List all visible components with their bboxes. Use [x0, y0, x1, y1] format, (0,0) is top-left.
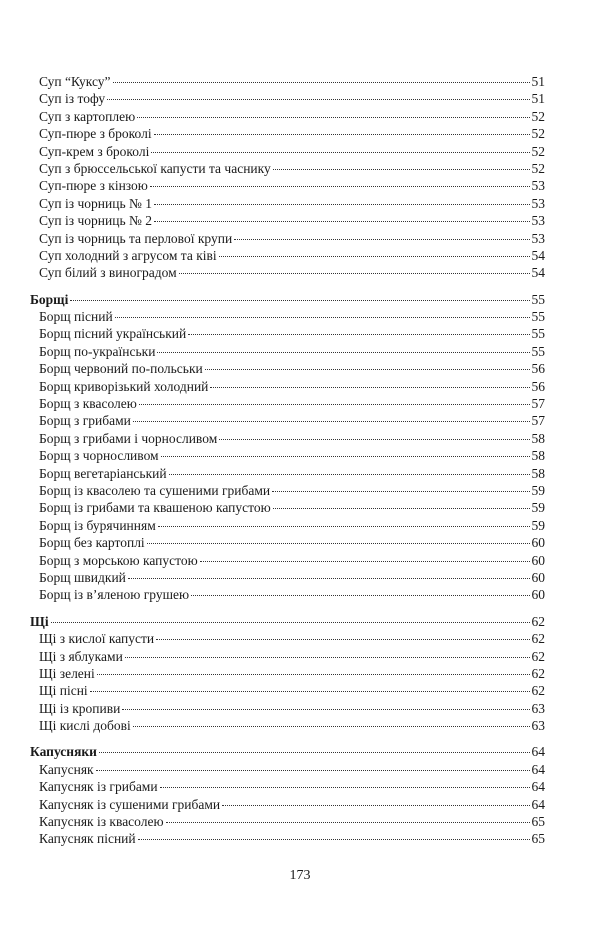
toc-entry-page-number: 53 [531, 230, 545, 246]
toc-entry [39, 308, 545, 325]
toc-entry-page-number: 51 [531, 74, 545, 89]
toc-entry [39, 264, 545, 281]
toc-entry-page-number: 58 [531, 430, 545, 446]
dot-leader [138, 839, 530, 840]
dot-leader [273, 169, 530, 170]
toc-entry-title: Суп з брюссельської капусти та часнику [39, 160, 271, 176]
toc-entry [39, 195, 545, 212]
dot-leader [115, 317, 530, 318]
dot-leader [222, 805, 529, 806]
dot-leader [210, 387, 529, 388]
toc-entry-title: Борщ із бурячинням [39, 517, 156, 533]
toc-entry-title: Суп-пюре з кінзою [39, 178, 148, 194]
toc-entry-title: Борщ з чорносливом [39, 448, 159, 464]
dot-leader [99, 752, 530, 753]
dot-leader [96, 770, 530, 771]
dot-leader [154, 204, 530, 205]
dot-leader [154, 134, 530, 135]
toc-entry-page-number: 59 [531, 517, 545, 533]
toc-entry [39, 143, 545, 160]
toc-entry-title: Суп-крем з броколі [39, 143, 150, 159]
toc-entry-title: Капусняк пісний [39, 831, 136, 847]
toc-entry-page-number: 54 [531, 265, 545, 281]
toc-entry-page-number: 51 [531, 91, 545, 107]
toc-entry-title: Борщ з грибами і чорносливом [39, 430, 218, 446]
toc-entry [39, 177, 545, 194]
section-gap [0, 604, 600, 613]
dot-leader [122, 709, 529, 710]
toc-entry-page-number: 55 [531, 326, 545, 342]
toc-entry-title: Щі кислі добові [39, 718, 131, 734]
toc-entry-title: Суп із чорниць та перлової крупи [39, 230, 233, 246]
toc-entry-title: Суп-пюре з броколі [39, 126, 152, 142]
toc-entry-page-number: 65 [531, 814, 545, 830]
toc-entry-page-number: 55 [531, 343, 545, 359]
toc-entry [39, 796, 545, 813]
toc-entry [39, 586, 545, 603]
dot-leader [219, 256, 530, 257]
toc-entry-page-number: 57 [531, 396, 545, 412]
page-number: 173 [289, 868, 311, 883]
dot-leader [147, 543, 530, 544]
toc-entry [39, 778, 545, 795]
toc-entry-page-number: 52 [531, 160, 545, 176]
toc-entry [39, 160, 545, 177]
toc-entry [39, 343, 545, 360]
dot-leader [158, 526, 530, 527]
section-heading [30, 743, 545, 760]
toc-entry [39, 378, 545, 395]
toc-entry-page-number: 60 [531, 552, 545, 568]
toc-entry-page-number: 62 [531, 631, 545, 647]
toc-entry-page-number: 58 [531, 465, 545, 481]
toc-entry-title: Капусняк із грибами [39, 779, 158, 795]
toc-entry [39, 665, 545, 682]
toc-entry-title: Борщ по-українськи [39, 343, 156, 359]
toc-entry-title: Борщ з морською капустою [39, 552, 198, 568]
dot-leader [161, 456, 530, 457]
toc-entry-page-number: 60 [531, 569, 545, 585]
dot-leader [137, 117, 529, 118]
toc-entry-title: Суп із тофу [39, 91, 106, 107]
toc-entry-title: Суп із чорниць № 2 [39, 213, 152, 229]
dot-leader [179, 273, 530, 274]
dot-leader [128, 578, 530, 579]
toc-entry-page-number: 57 [531, 413, 545, 429]
toc-entry [39, 90, 545, 107]
toc-entry-page-number: 53 [531, 213, 545, 229]
toc-entry-title: Суп з картоплею [39, 108, 136, 124]
dot-leader [125, 657, 530, 658]
dot-leader [154, 221, 530, 222]
toc-entry [39, 761, 545, 778]
dot-leader [139, 404, 530, 405]
section-heading-title: Капусняки [30, 744, 97, 760]
toc-entry-page-number: 63 [531, 718, 545, 734]
toc-entry-title: Щі з яблуками [39, 648, 123, 664]
dot-leader [234, 239, 529, 240]
dot-leader [90, 691, 530, 692]
dot-leader [156, 639, 529, 640]
toc-entry-title: Капусняк із квасолею [39, 814, 164, 830]
toc-entry-title: Борщ із квасолею та сушеними грибами [39, 482, 271, 498]
section-gap [0, 282, 600, 291]
toc-entry-page-number: 52 [531, 143, 545, 159]
toc-entry [39, 517, 545, 534]
section-heading-page-number: 62 [531, 613, 545, 629]
dot-leader [51, 622, 530, 623]
toc-entry [39, 465, 545, 482]
dot-leader [157, 352, 529, 353]
toc-entry-page-number: 62 [531, 648, 545, 664]
toc-entry [39, 482, 545, 499]
toc-entry-page-number: 65 [531, 831, 545, 847]
dot-leader [160, 787, 530, 788]
toc-entry-title: Щі пісні [39, 683, 88, 699]
dot-leader [113, 82, 530, 83]
toc-entry-page-number: 58 [531, 448, 545, 464]
toc-entry-title: Борщ із грибами та квашеною капустою [39, 500, 271, 516]
dot-leader [150, 186, 530, 187]
toc-entry-page-number: 60 [531, 587, 545, 603]
toc-entry [39, 552, 545, 569]
toc-entry-title: Борщ швидкий [39, 569, 126, 585]
dot-leader [205, 369, 530, 370]
toc-entry-page-number: 59 [531, 482, 545, 498]
toc-entry-page-number: 63 [531, 700, 545, 716]
toc-entry-title: Щі зелені [39, 665, 95, 681]
toc-entry-title: Борщ криворізький холодний [39, 378, 209, 394]
toc-entry-page-number: 59 [531, 500, 545, 516]
toc-entry [39, 73, 545, 90]
toc-entry-title: Борщ з квасолею [39, 396, 137, 412]
dot-leader [272, 491, 529, 492]
toc-entry [39, 830, 545, 847]
toc-entry-title: Борщ з грибами [39, 413, 131, 429]
dot-leader [166, 822, 530, 823]
toc-entry [39, 212, 545, 229]
toc-entry-page-number: 52 [531, 108, 545, 124]
toc-entry-title: Борщ червоний по-польськи [39, 361, 203, 377]
dot-leader [169, 474, 530, 475]
section-heading [30, 291, 545, 308]
toc-entry [39, 430, 545, 447]
dot-leader [107, 99, 529, 100]
toc-entry-page-number: 64 [531, 761, 545, 777]
toc-entry-title: Борщ пісний український [39, 326, 187, 342]
dot-leader [133, 421, 530, 422]
toc-entry-title: Капусняк із сушеними грибами [39, 796, 221, 812]
toc-entry-title: Борщ із в’яленою грушею [39, 587, 190, 603]
toc-entry-title: Борщ пісний [39, 309, 113, 325]
toc-entry [39, 125, 545, 142]
toc-entry-title: Борщ вегетаріанський [39, 465, 167, 481]
toc-entry [39, 682, 545, 699]
toc-entry-title: Суп “Куксу” [39, 74, 111, 89]
toc-entry [39, 325, 545, 342]
section-heading-page-number: 55 [531, 291, 545, 307]
toc-entry-page-number: 62 [531, 683, 545, 699]
table-of-contents [0, 73, 600, 848]
toc-entry [39, 412, 545, 429]
section-heading-page-number: 64 [531, 744, 545, 760]
section-gap [0, 734, 600, 743]
dot-leader [273, 508, 530, 509]
toc-entry-page-number: 54 [531, 247, 545, 263]
toc-entry-page-number: 52 [531, 126, 545, 142]
toc-entry [39, 630, 545, 647]
toc-entry [39, 569, 545, 586]
toc-entry-page-number: 64 [531, 779, 545, 795]
toc-entry-page-number: 56 [531, 378, 545, 394]
dot-leader [70, 300, 529, 301]
toc-entry-title: Щі з кислої капусти [39, 631, 155, 647]
toc-entry-page-number: 60 [531, 535, 545, 551]
toc-entry-title: Щі із кропиви [39, 700, 121, 716]
toc-entry [39, 648, 545, 665]
toc-entry-page-number: 62 [531, 665, 545, 681]
dot-leader [97, 674, 530, 675]
toc-entry-page-number: 53 [531, 178, 545, 194]
toc-entry-page-number: 55 [531, 309, 545, 325]
toc-entry-page-number: 64 [531, 796, 545, 812]
toc-entry [39, 534, 545, 551]
dot-leader [219, 439, 529, 440]
toc-entry [39, 499, 545, 516]
section-heading-title: Щі [30, 613, 49, 629]
toc-entry-title: Борщ без картоплі [39, 535, 145, 551]
toc-entry-title: Суп холодний з агрусом та ківі [39, 247, 217, 263]
toc-entry [39, 360, 545, 377]
dot-leader [133, 726, 530, 727]
toc-entry-page-number: 56 [531, 361, 545, 377]
dot-leader [188, 334, 529, 335]
toc-entry [39, 247, 545, 264]
toc-entry [39, 700, 545, 717]
toc-entry-page-number: 53 [531, 195, 545, 211]
toc-entry [39, 230, 545, 247]
toc-entry [39, 395, 545, 412]
dot-leader [151, 152, 529, 153]
toc-entry-title: Капусняк [39, 761, 94, 777]
section-heading-title: Борщі [30, 291, 69, 307]
dot-leader [200, 561, 530, 562]
section-heading [30, 613, 545, 630]
toc-entry-title: Суп із чорниць № 1 [39, 195, 152, 211]
dot-leader [191, 595, 529, 596]
toc-entry [39, 717, 545, 734]
toc-entry [39, 813, 545, 830]
toc-entry [39, 447, 545, 464]
toc-entry-title: Суп білий з виноградом [39, 265, 177, 281]
toc-entry [39, 108, 545, 125]
